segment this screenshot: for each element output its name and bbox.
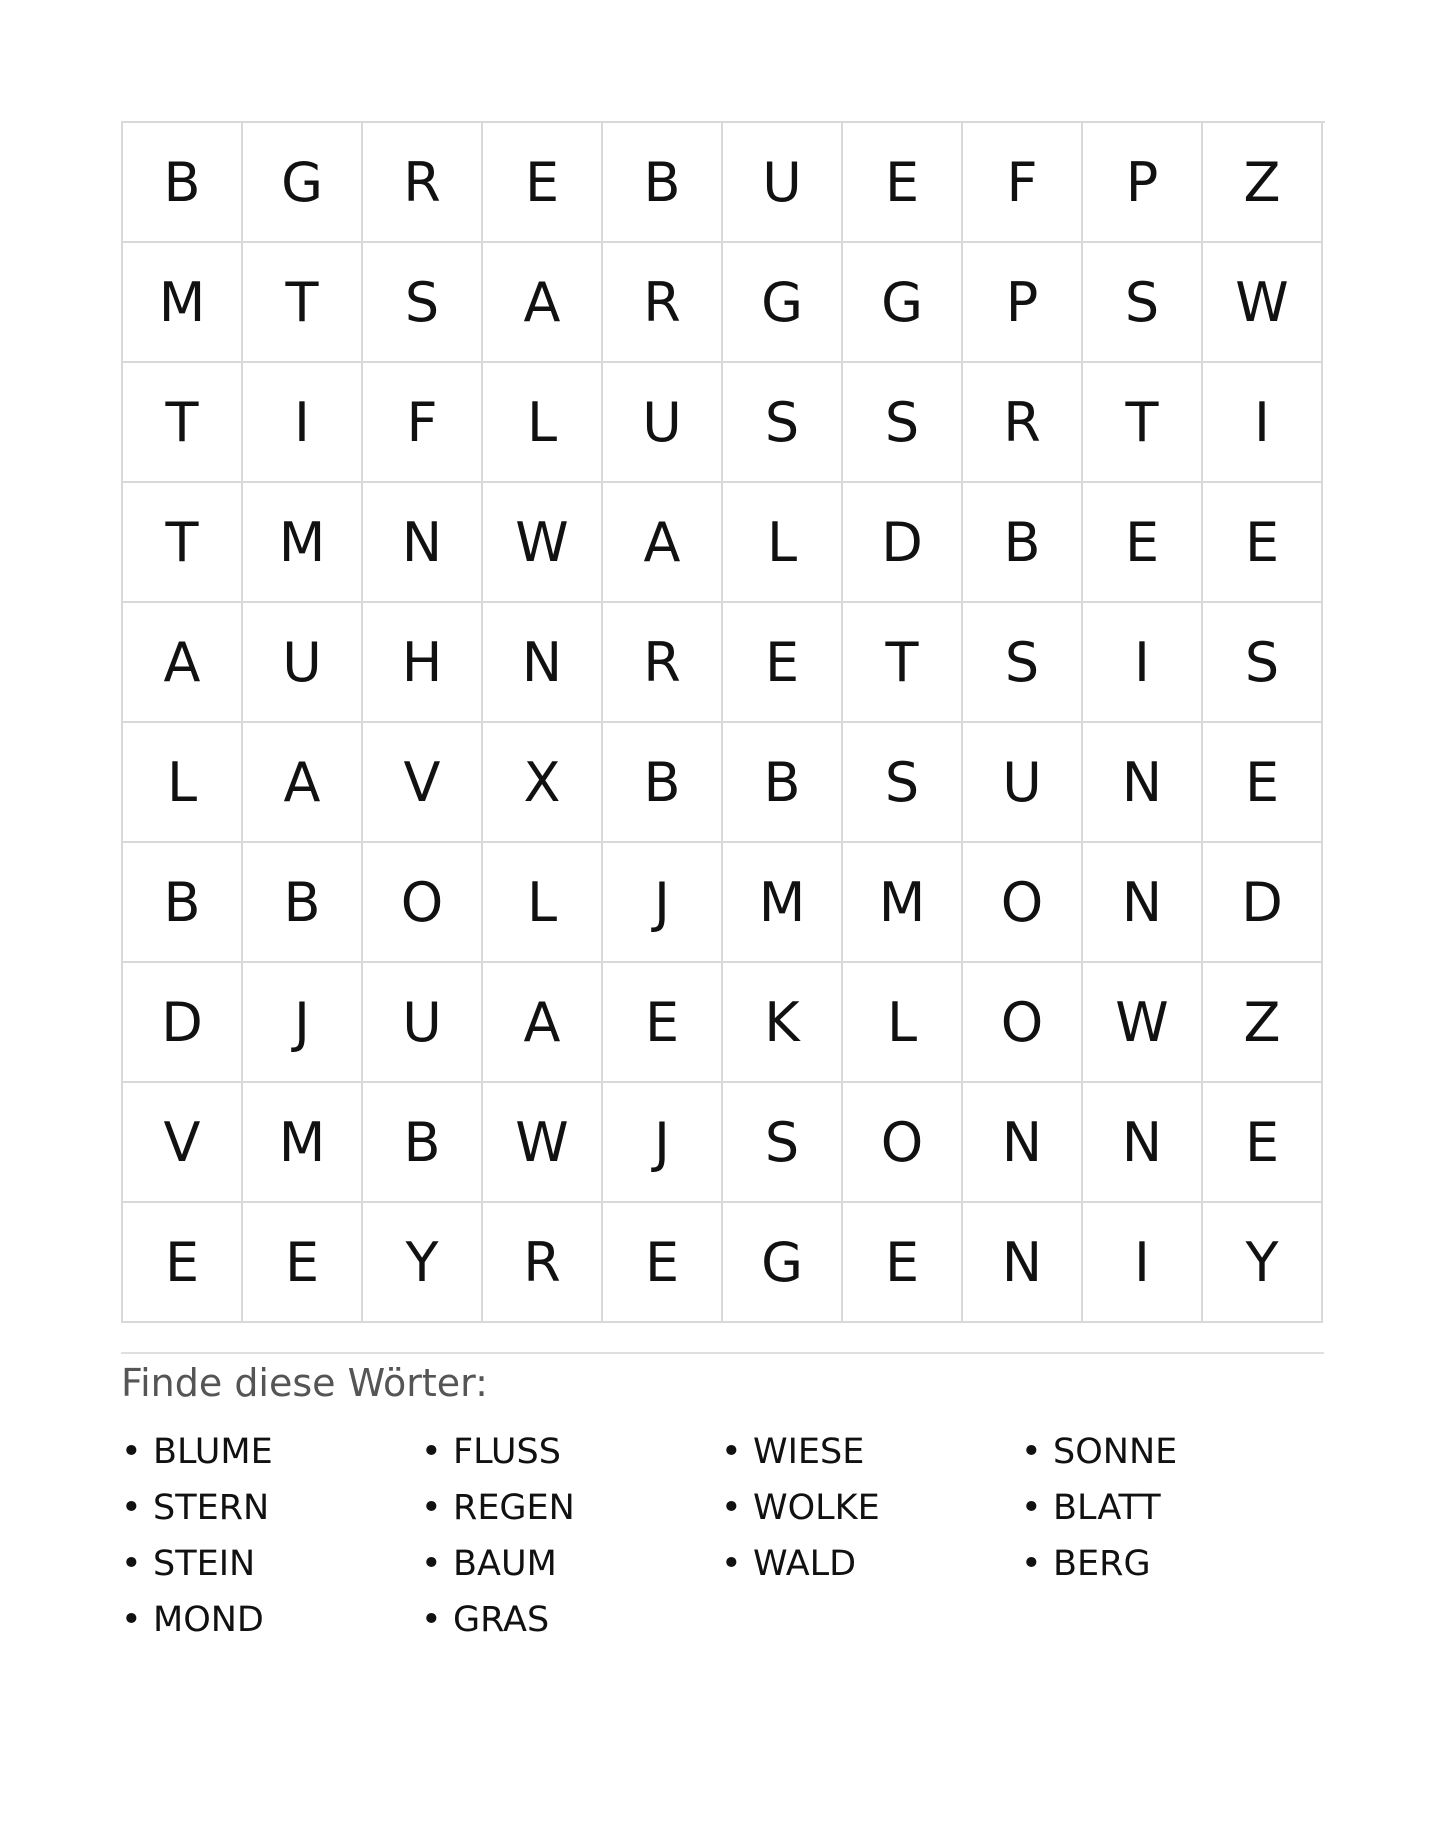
grid-cell[interactable]: U: [363, 963, 483, 1083]
bullet-icon: •: [421, 1544, 442, 1584]
bullet-icon: •: [121, 1488, 142, 1528]
grid-cell[interactable]: N: [363, 483, 483, 603]
bullet-icon: •: [421, 1600, 442, 1640]
word-label: BAUM: [453, 1544, 557, 1584]
grid-cell[interactable]: T: [123, 363, 243, 483]
grid-cell[interactable]: E: [843, 123, 963, 243]
grid-cell[interactable]: E: [603, 963, 723, 1083]
word-list-item: [721, 1480, 1021, 1536]
grid-cell[interactable]: E: [1203, 483, 1323, 603]
bullet-icon: •: [721, 1432, 742, 1472]
grid-cell[interactable]: N: [1083, 1083, 1203, 1203]
bullet-icon: •: [421, 1488, 442, 1528]
bullet-icon: •: [121, 1600, 142, 1640]
grid-cell[interactable]: E: [123, 1203, 243, 1323]
grid-cell[interactable]: M: [843, 843, 963, 963]
grid-cell[interactable]: S: [363, 243, 483, 363]
grid-cell[interactable]: T: [1083, 363, 1203, 483]
word-label: WOLKE: [753, 1488, 880, 1528]
grid-cell[interactable]: Y: [1203, 1203, 1323, 1323]
word-list-item: [421, 1592, 721, 1648]
grid-cell[interactable]: A: [243, 723, 363, 843]
grid-cell[interactable]: P: [963, 243, 1083, 363]
grid-cell[interactable]: L: [483, 363, 603, 483]
grid-cell[interactable]: T: [123, 483, 243, 603]
grid-cell[interactable]: N: [963, 1203, 1083, 1323]
grid-cell[interactable]: P: [1083, 123, 1203, 243]
grid-cell[interactable]: B: [123, 843, 243, 963]
bullet-icon: •: [1021, 1488, 1042, 1528]
grid-cell[interactable]: R: [363, 123, 483, 243]
grid-cell[interactable]: I: [1083, 1203, 1203, 1323]
word-list-item: [121, 1480, 421, 1536]
grid-cell[interactable]: S: [723, 1083, 843, 1203]
grid-cell[interactable]: A: [483, 963, 603, 1083]
grid-cell[interactable]: M: [243, 483, 363, 603]
grid-cell[interactable]: M: [243, 1083, 363, 1203]
grid-cell[interactable]: T: [843, 603, 963, 723]
bullet-icon: •: [1021, 1432, 1042, 1472]
grid-cell[interactable]: R: [603, 603, 723, 723]
word-label: STERN: [153, 1488, 270, 1528]
grid-cell[interactable]: D: [123, 963, 243, 1083]
bullet-icon: •: [721, 1488, 742, 1528]
grid-cell[interactable]: N: [963, 1083, 1083, 1203]
grid-cell[interactable]: S: [1083, 243, 1203, 363]
grid-cell[interactable]: Y: [363, 1203, 483, 1323]
word-search-puzzle: [121, 121, 1324, 1648]
grid-cell[interactable]: D: [1203, 843, 1323, 963]
grid-cell[interactable]: E: [1203, 723, 1323, 843]
bullet-icon: •: [121, 1432, 142, 1472]
word-list-item: [121, 1592, 421, 1648]
grid-cell[interactable]: D: [843, 483, 963, 603]
grid-cell[interactable]: A: [603, 483, 723, 603]
word-label: STEIN: [153, 1544, 256, 1584]
grid-cell[interactable]: A: [483, 243, 603, 363]
bullet-icon: •: [421, 1432, 442, 1472]
grid-cell[interactable]: E: [1203, 1083, 1323, 1203]
grid-cell[interactable]: U: [603, 363, 723, 483]
bullet-icon: •: [721, 1544, 742, 1584]
word-label: WALD: [753, 1544, 857, 1584]
word-list-item: [121, 1424, 421, 1480]
grid-cell[interactable]: W: [483, 483, 603, 603]
grid-cell[interactable]: B: [363, 1083, 483, 1203]
grid-cell[interactable]: Z: [1203, 123, 1323, 243]
divider: [121, 1352, 1324, 1354]
grid-cell[interactable]: O: [963, 963, 1083, 1083]
grid-cell[interactable]: M: [123, 243, 243, 363]
grid-cell[interactable]: I: [1083, 603, 1203, 723]
word-list-item: [421, 1480, 721, 1536]
grid-cell[interactable]: B: [723, 723, 843, 843]
grid-cell[interactable]: J: [603, 1083, 723, 1203]
grid-cell[interactable]: R: [603, 243, 723, 363]
grid-cell[interactable]: S: [1203, 603, 1323, 723]
bullet-icon: •: [1021, 1544, 1042, 1584]
grid-cell[interactable]: G: [243, 123, 363, 243]
word-label: GRAS: [453, 1600, 550, 1640]
word-label: FLUSS: [453, 1432, 561, 1472]
grid-cell[interactable]: O: [843, 1083, 963, 1203]
grid-cell[interactable]: J: [603, 843, 723, 963]
grid-cell[interactable]: W: [483, 1083, 603, 1203]
grid-cell[interactable]: S: [723, 363, 843, 483]
grid-cell[interactable]: T: [243, 243, 363, 363]
word-label: BERG: [1053, 1544, 1151, 1584]
grid-cell[interactable]: N: [1083, 843, 1203, 963]
word-list-item: [1021, 1480, 1321, 1536]
grid-cell[interactable]: N: [1083, 723, 1203, 843]
word-label: BLATT: [1053, 1488, 1161, 1528]
word-list-item: [121, 1536, 421, 1592]
grid-cell[interactable]: L: [723, 483, 843, 603]
grid-cell[interactable]: S: [843, 723, 963, 843]
grid-cell[interactable]: M: [723, 843, 843, 963]
grid-cell[interactable]: K: [723, 963, 843, 1083]
word-label: WIESE: [753, 1432, 865, 1472]
grid-cell[interactable]: W: [1203, 243, 1323, 363]
word-label: SONNE: [1053, 1432, 1178, 1472]
grid-cell[interactable]: B: [123, 123, 243, 243]
grid-cell[interactable]: F: [363, 363, 483, 483]
grid-cell[interactable]: S: [963, 603, 1083, 723]
grid-cell[interactable]: V: [363, 723, 483, 843]
grid-cell[interactable]: I: [243, 363, 363, 483]
grid-cell[interactable]: G: [723, 1203, 843, 1323]
grid-cell[interactable]: I: [1203, 363, 1323, 483]
word-list-item: [1021, 1536, 1321, 1592]
word-label: REGEN: [453, 1488, 575, 1528]
grid-cell[interactable]: S: [843, 363, 963, 483]
grid-cell[interactable]: E: [1083, 483, 1203, 603]
grid-cell[interactable]: X: [483, 723, 603, 843]
grid-cell[interactable]: B: [603, 723, 723, 843]
grid-cell[interactable]: E: [843, 1203, 963, 1323]
bullet-icon: •: [121, 1544, 142, 1584]
grid-cell[interactable]: E: [243, 1203, 363, 1323]
grid-cell[interactable]: F: [963, 123, 1083, 243]
word-label: BLUME: [153, 1432, 273, 1472]
grid-cell[interactable]: R: [483, 1203, 603, 1323]
instructions-label: Finde diese Wörter:: [121, 1361, 488, 1405]
grid-cell[interactable]: U: [723, 123, 843, 243]
grid-cell[interactable]: L: [123, 723, 243, 843]
grid-cell[interactable]: O: [363, 843, 483, 963]
grid-cell[interactable]: L: [843, 963, 963, 1083]
grid-cell[interactable]: E: [483, 123, 603, 243]
grid-cell[interactable]: G: [723, 243, 843, 363]
grid-cell[interactable]: B: [243, 843, 363, 963]
grid-cell[interactable]: A: [123, 603, 243, 723]
grid-cell[interactable]: B: [963, 483, 1083, 603]
grid-cell[interactable]: U: [243, 603, 363, 723]
grid-cell[interactable]: U: [963, 723, 1083, 843]
word-list-item: [721, 1536, 1021, 1592]
grid-cell[interactable]: J: [243, 963, 363, 1083]
grid-cell[interactable]: O: [963, 843, 1083, 963]
grid-cell[interactable]: H: [363, 603, 483, 723]
grid-cell[interactable]: W: [1083, 963, 1203, 1083]
word-list-item: [1021, 1424, 1321, 1480]
grid-cell[interactable]: E: [603, 1203, 723, 1323]
grid-cell[interactable]: V: [123, 1083, 243, 1203]
letter-grid: [121, 121, 1325, 1323]
word-list: [121, 1424, 1324, 1648]
grid-cell[interactable]: N: [483, 603, 603, 723]
grid-cell[interactable]: Z: [1203, 963, 1323, 1083]
word-label: MOND: [153, 1600, 264, 1640]
grid-cell[interactable]: B: [603, 123, 723, 243]
word-list-item: [721, 1424, 1021, 1480]
grid-cell[interactable]: R: [963, 363, 1083, 483]
grid-cell[interactable]: E: [723, 603, 843, 723]
grid-cell[interactable]: L: [483, 843, 603, 963]
word-list-item: [421, 1536, 721, 1592]
grid-cell[interactable]: G: [843, 243, 963, 363]
word-list-item: [421, 1424, 721, 1480]
